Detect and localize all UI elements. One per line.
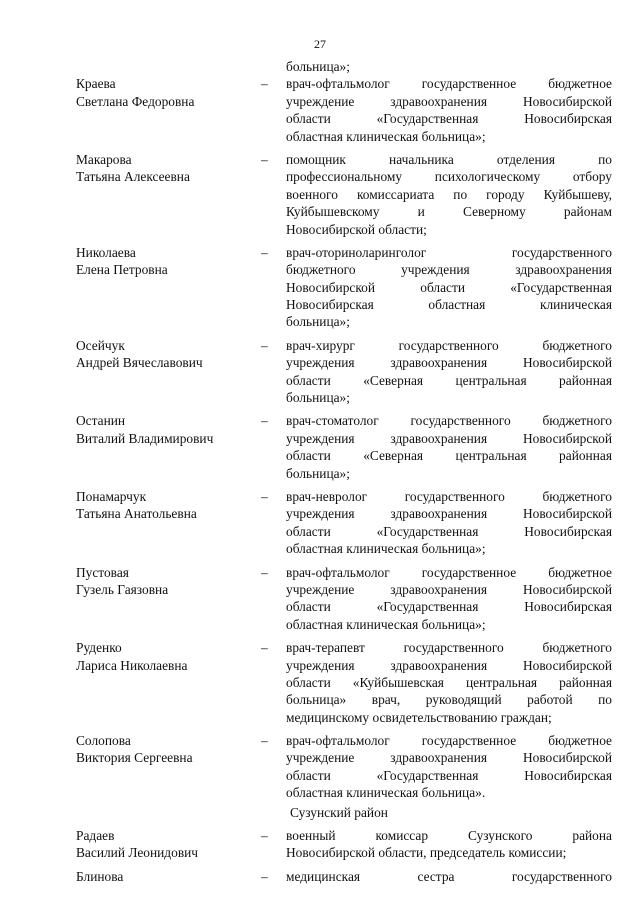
description-line: больница»; [286,59,350,74]
member-surname: Макарова [76,151,132,167]
member-name [76,868,256,885]
description-line: медицинскому освидетельствованию граждан; [286,709,552,725]
member-position [286,412,612,482]
member-given-names: Виктория Сергеевна [76,750,193,766]
member-given-names: Василий Леонидович [76,845,199,861]
description-line: Новосибирская областная клиническая [286,297,612,313]
description-line: учреждения здравоохранения Новосибирской [286,430,612,446]
member-name [76,488,256,523]
member-entry [0,412,640,482]
member-name [76,564,256,599]
member-entry [0,151,640,238]
member-given-names: Лариса Николаевна [76,657,188,673]
description-line: врач-офтальмолог государственное бюджетное [286,564,612,580]
member-name [76,639,256,674]
member-entry [0,337,640,407]
description-line: области «Куйбышевская центральная районная [286,674,612,690]
description-line: учреждения здравоохранения Новосибирской [286,355,612,371]
member-position [286,337,612,407]
member-surname: Краева [76,76,116,92]
member-surname: Понамарчук [76,488,147,504]
member-given-names: Гузель Гаязовна [76,581,169,597]
description-line: помощник начальника отделения по [286,151,612,167]
member-surname: Останин [76,413,126,429]
member-position [286,732,612,802]
member-position [286,488,612,558]
member-entry [0,868,640,885]
dash-separator: – [261,828,268,844]
description-line: области «Государственная Новосибирская [286,767,612,783]
description-line: врач-офтальмолог государственное бюджетное [286,76,612,92]
member-surname: Осейчук [76,337,125,353]
description-line: области «Северная центральная районная [286,448,612,464]
member-given-names: Светлана Федоровна [76,93,195,109]
dash-separator: – [261,868,268,884]
member-position [286,75,612,145]
description-line: области «Северная центральная районная [286,372,612,388]
description-line: врач-хирург государственного бюджетного [286,337,612,353]
description-line: учреждение здравоохранения Новосибирской [286,750,612,766]
member-entry [0,75,640,145]
description-line: врач-оториноларинголог государственного [286,244,612,260]
dash-separator: – [261,733,268,749]
member-entry [0,244,640,331]
member-surname: Пустовая [76,564,129,580]
member-position [286,827,612,862]
member-name [76,244,256,279]
description-line: учреждения здравоохранения Новосибирской [286,506,612,522]
member-name [76,732,256,767]
dash-separator: – [261,151,268,167]
description-line: больница»; [286,390,350,406]
member-name [76,75,256,110]
member-name [76,412,256,447]
member-entry [0,732,640,802]
description-line: области «Государственная Новосибирская [286,111,612,127]
description-line: Куйбышевскому и Северному районам [286,204,612,220]
description-line: врач-терапевт государственного бюджетного [286,640,612,656]
member-entry [0,827,640,862]
description-line: областная клиническая больница»; [286,616,486,632]
member-given-names: Елена Петровна [76,262,168,278]
section-entries-list [0,827,640,885]
member-position [286,564,612,634]
member-surname: Руденко [76,640,122,656]
member-entry [0,564,640,634]
member-surname: Блинова [76,868,124,884]
description-line: Новосибирской области «Государственная [286,279,612,295]
member-position [286,868,612,885]
description-line: бюджетного учреждения здравоохранения [286,262,612,278]
member-given-names: Андрей Вячеславович [76,355,203,371]
member-position [286,639,612,726]
description-line: областная клиническая больница»; [286,128,486,144]
member-surname: Радаев [76,828,115,844]
member-entry [0,488,640,558]
description-line: военный комиссар Сузунского района [286,828,612,844]
description-line: областная клиническая больница». [286,785,486,801]
member-entry [0,639,640,726]
page-number: 27 [314,37,326,51]
description-line: врач-стоматолог государственного бюджетного [286,413,612,429]
member-name [76,337,256,372]
dash-separator: – [261,337,268,353]
description-line: области «Государственная Новосибирская [286,599,612,615]
section-title: Сузунский район [290,804,388,820]
dash-separator: – [261,564,268,580]
dash-separator: – [261,244,268,260]
member-name [76,827,256,862]
member-given-names: Татьяна Алексеевна [76,169,190,185]
member-position [286,151,612,238]
member-given-names: Виталий Владимирович [76,430,214,446]
description-line: профессиональному психологическому отбору [286,169,612,185]
member-surname: Солопова [76,733,131,749]
description-line: медицинская сестра государственного [286,868,612,884]
description-line: больница» врач, руководящий работой по [286,692,612,708]
description-line: больница»; [286,465,350,481]
member-surname: Николаева [76,244,136,260]
description-line: военного комиссариата по городу Куйбышеву, [286,186,612,202]
description-line: больница»; [286,314,350,330]
member-given-names: Татьяна Анатольевна [76,506,197,522]
description-line: врач-офтальмолог государственное бюджетное [286,733,612,749]
description-line: учреждение здравоохранения Новосибирской [286,93,612,109]
description-line: Новосибирской области; [286,221,427,237]
member-position [286,244,612,331]
member-name [76,151,256,186]
lead-in [0,58,640,75]
description-line: области «Государственная Новосибирская [286,523,612,539]
entries-list [0,75,640,801]
dash-separator: – [261,488,268,504]
dash-separator: – [261,76,268,92]
dash-separator: – [261,640,268,656]
description-line: областная клиническая больница»; [286,541,486,557]
dash-separator: – [261,413,268,429]
description-line: учреждения здравоохранения Новосибирской [286,657,612,673]
description-line: Новосибирской области, председатель комиссии; [286,845,567,861]
description-line: учреждение здравоохранения Новосибирской [286,581,612,597]
document-body [0,58,640,885]
description-line: врач-невролог государственного бюджетного [286,488,612,504]
